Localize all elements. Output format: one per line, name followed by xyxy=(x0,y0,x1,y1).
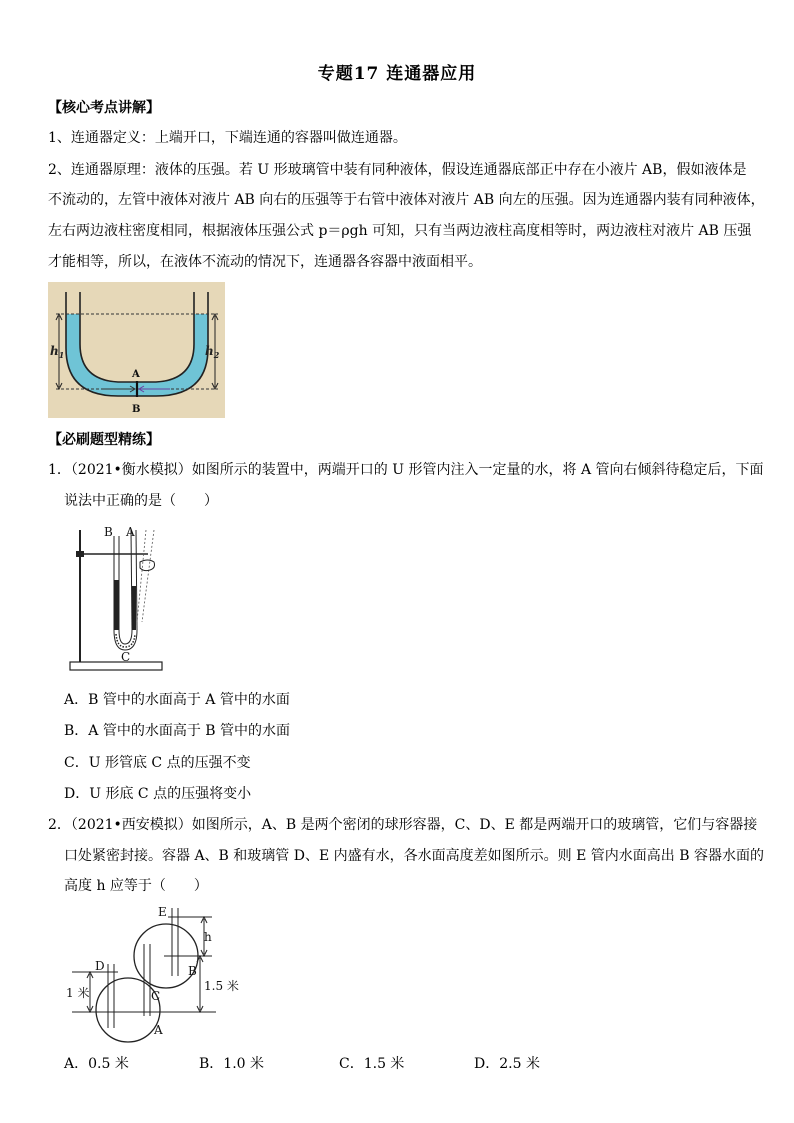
paragraph-definition: 1、连通器定义：上端开口，下端连通的容器叫做连通器。 xyxy=(48,130,407,146)
label-container-a: A xyxy=(154,1023,163,1037)
label-tube-b: B xyxy=(104,525,113,539)
question-2-option-a[interactable]: A．0.5 米 xyxy=(64,1056,129,1072)
question-1-option-c[interactable]: C．U 形管底 C 点的压强不变 xyxy=(64,755,251,771)
tilted-u-tube-diagram xyxy=(64,522,172,677)
label-tube-c: C xyxy=(151,989,161,1003)
question-1-option-d[interactable]: D．U 形底 C 点的压强将变小 xyxy=(64,786,252,802)
label-tube-d: D xyxy=(95,959,105,973)
question-1-option-a[interactable]: A．B 管中的水面高于 A 管中的水面 xyxy=(64,692,290,708)
question-1-option-b[interactable]: B．A 管中的水面高于 B 管中的水面 xyxy=(64,723,291,739)
label-tube-e: E xyxy=(158,905,167,919)
label-h1: $h_1$ xyxy=(50,344,65,360)
paragraph-principle-line-1: 2、连通器原理：液体的压强。若 U 形玻璃管中装有同种液体，假设连通器底部正中存在小液片 AB，假如液体是 xyxy=(48,162,747,178)
question-2-option-b[interactable]: B．1.0 米 xyxy=(199,1056,265,1072)
label-tube-a: A xyxy=(126,525,135,539)
question-2-figure xyxy=(64,900,254,1045)
question-1-figure xyxy=(64,522,172,677)
u-tube-figure xyxy=(48,282,225,418)
question-1-line-2: 说法中正确的是（ ） xyxy=(64,493,218,509)
u-tube-diagram xyxy=(48,282,225,418)
question-1-line-1: 1．（2021•衡水模拟）如图所示的装置中，两端开口的 U 形管内注入一定量的水，将 A 管向右倾斜待稳定后，下面 xyxy=(48,462,764,478)
question-2-option-c[interactable]: C．1.5 米 xyxy=(339,1056,405,1072)
question-2-option-d[interactable]: D．2.5 米 xyxy=(474,1056,540,1072)
label-point-a: A xyxy=(132,369,140,380)
section-heading-practice: 【必刷题型精练】 xyxy=(48,432,160,448)
section-heading-key-points: 【核心考点讲解】 xyxy=(48,100,160,116)
label-height-h: h xyxy=(204,930,212,944)
label-one-meter: 1 米 xyxy=(66,986,90,1000)
label-point-c: C xyxy=(121,650,131,664)
two-sphere-containers-diagram xyxy=(64,900,254,1045)
question-2-line-2: 口处紧密封接。容器 A、B 和玻璃管 D、E 内盛有水，各水面高度差如图所示。则 E 管内水面高出 B 容器水面的 xyxy=(64,848,764,864)
question-2-line-1: 2．（2021•西安模拟）如图所示，A、B 是两个密闭的球形容器，C、D、E 都是两端开口的玻璃管，它们与容器接 xyxy=(48,817,758,833)
page-title: 专题17 连通器应用 xyxy=(317,64,477,84)
paragraph-principle-line-2: 不流动的，左管中液体对液片 AB 向右的压强等于右管中液体对液片 AB 向左的压强。因为连通器内装有同种液体， xyxy=(48,192,765,208)
label-container-b: B xyxy=(188,964,197,978)
paragraph-principle-line-4: 才能相等，所以，在液体不流动的情况下，连通器各容器中液面相平。 xyxy=(48,254,482,270)
label-one-point-five-meter: 1.5 米 xyxy=(204,979,239,993)
paragraph-principle-line-3: 左右两边液柱密度相同，根据液体压强公式 p＝ρgh 可知，只有当两边液柱高度相等时，两边液柱对液片 AB 压强 xyxy=(48,223,752,239)
question-2-line-3: 高度 h 应等于（ ） xyxy=(64,878,208,894)
label-h2: $h_2$ xyxy=(205,344,220,360)
label-point-b: B xyxy=(132,404,141,415)
